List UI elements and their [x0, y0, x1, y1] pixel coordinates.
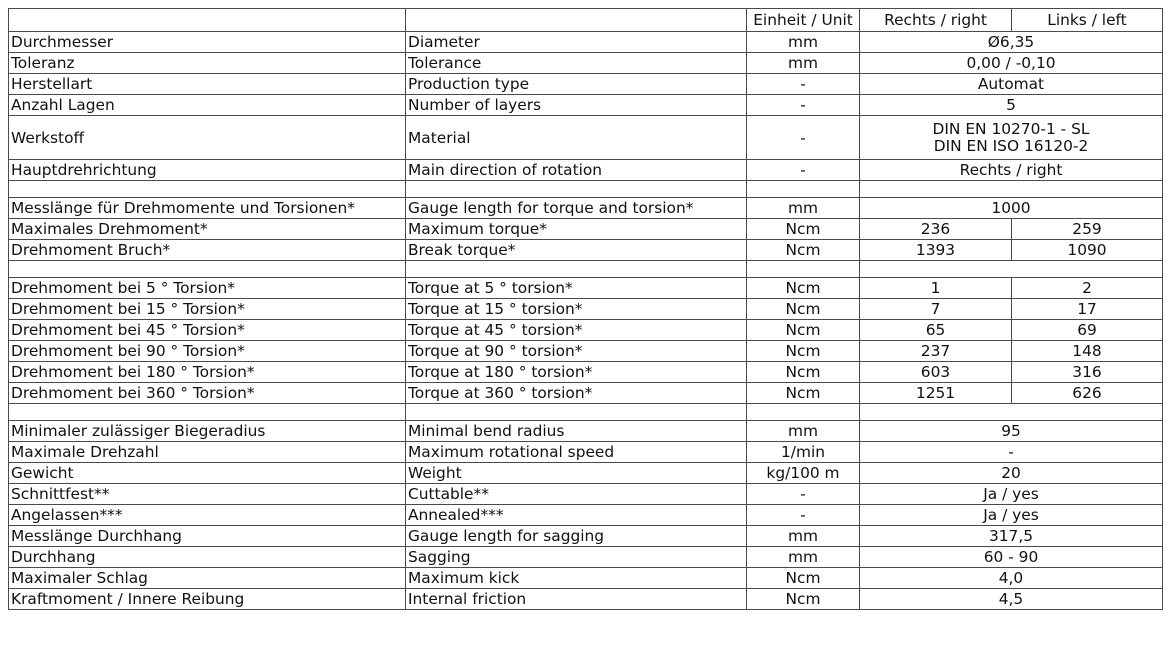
header-unit: Einheit / Unit — [747, 9, 860, 32]
header-left: Links / left — [1012, 9, 1163, 32]
value-left: 1090 — [1012, 240, 1163, 261]
value-right: 7 — [860, 299, 1012, 320]
label-en: Torque at 15 ° torsion* — [406, 299, 747, 320]
label-de: Hauptdrehrichtung — [9, 160, 406, 181]
label-en: Torque at 180 ° torsion* — [406, 362, 747, 383]
table-row — [9, 74, 1163, 95]
unit-cell: Ncm — [747, 568, 860, 589]
label-en: Cuttable** — [406, 484, 747, 505]
value-cell: - — [860, 442, 1163, 463]
label-de: Drehmoment bei 5 ° Torsion* — [9, 278, 406, 299]
label-de: Maximale Drehzahl — [9, 442, 406, 463]
unit-cell: Ncm — [747, 341, 860, 362]
label-en: Gauge length for sagging — [406, 526, 747, 547]
label-de: Drehmoment bei 15 ° Torsion* — [9, 299, 406, 320]
label-en: Production type — [406, 74, 747, 95]
label-de: Angelassen*** — [9, 505, 406, 526]
value-line-1: DIN EN 10270-1 - SL — [932, 119, 1090, 138]
label-en: Main direction of rotation — [406, 160, 747, 181]
label-de: Anzahl Lagen — [9, 95, 406, 116]
header-right: Rechts / right — [860, 9, 1012, 32]
unit-cell: kg/100 m — [747, 463, 860, 484]
spacer-cell — [747, 181, 860, 198]
unit-cell: mm — [747, 547, 860, 568]
unit-cell: mm — [747, 32, 860, 53]
table-row — [9, 341, 1163, 362]
value-left: 316 — [1012, 362, 1163, 383]
table-row — [9, 116, 1163, 160]
value-right: 237 — [860, 341, 1012, 362]
label-de: Drehmoment bei 45 ° Torsion* — [9, 320, 406, 341]
spacer-row — [9, 261, 1163, 278]
value-cell: Ja / yes — [860, 505, 1163, 526]
unit-cell: Ncm — [747, 320, 860, 341]
table-row — [9, 484, 1163, 505]
label-de: Werkstoff — [9, 116, 406, 160]
unit-cell: Ncm — [747, 383, 860, 404]
spacer-cell — [406, 181, 747, 198]
value-left: 17 — [1012, 299, 1163, 320]
spacer-cell — [9, 261, 406, 278]
unit-cell: - — [747, 74, 860, 95]
unit-cell: 1/min — [747, 442, 860, 463]
value-right: 236 — [860, 219, 1012, 240]
spacer-cell — [747, 404, 860, 421]
label-de: Drehmoment bei 90 ° Torsion* — [9, 341, 406, 362]
label-en: Annealed*** — [406, 505, 747, 526]
unit-cell: Ncm — [747, 299, 860, 320]
label-en: Number of layers — [406, 95, 747, 116]
value-cell: 4,0 — [860, 568, 1163, 589]
value-cell — [860, 116, 1163, 160]
unit-cell: Ncm — [747, 278, 860, 299]
unit-cell: mm — [747, 421, 860, 442]
label-en: Maximum kick — [406, 568, 747, 589]
label-de: Schnittfest** — [9, 484, 406, 505]
value-right: 1251 — [860, 383, 1012, 404]
table-row — [9, 589, 1163, 610]
header-en — [406, 9, 747, 32]
unit-cell: Ncm — [747, 362, 860, 383]
label-de: Messlänge für Drehmomente und Torsionen* — [9, 198, 406, 219]
header-row — [9, 9, 1163, 32]
value-left: 148 — [1012, 341, 1163, 362]
table-row — [9, 32, 1163, 53]
label-en: Torque at 90 ° torsion* — [406, 341, 747, 362]
table-row — [9, 526, 1163, 547]
label-de: Drehmoment bei 180 ° Torsion* — [9, 362, 406, 383]
value-cell: 1000 — [860, 198, 1163, 219]
label-en: Sagging — [406, 547, 747, 568]
spacer-cell — [406, 404, 747, 421]
table-row — [9, 362, 1163, 383]
header-de — [9, 9, 406, 32]
table-row — [9, 53, 1163, 74]
spacer-cell — [860, 181, 1163, 198]
value-cell: Rechts / right — [860, 160, 1163, 181]
value-right: 1393 — [860, 240, 1012, 261]
table-row — [9, 505, 1163, 526]
value-cell: 60 - 90 — [860, 547, 1163, 568]
table-row — [9, 383, 1163, 404]
unit-cell: - — [747, 505, 860, 526]
value-right: 65 — [860, 320, 1012, 341]
value-cell: 5 — [860, 95, 1163, 116]
label-de: Durchmesser — [9, 32, 406, 53]
unit-cell: - — [747, 95, 860, 116]
table-row — [9, 95, 1163, 116]
label-de: Gewicht — [9, 463, 406, 484]
value-right: 1 — [860, 278, 1012, 299]
label-de: Drehmoment Bruch* — [9, 240, 406, 261]
label-de: Maximaler Schlag — [9, 568, 406, 589]
unit-cell: mm — [747, 53, 860, 74]
value-cell: Automat — [860, 74, 1163, 95]
label-en: Maximum torque* — [406, 219, 747, 240]
unit-cell: mm — [747, 198, 860, 219]
table-row — [9, 160, 1163, 181]
value-right: 603 — [860, 362, 1012, 383]
unit-cell: - — [747, 160, 860, 181]
label-en: Torque at 360 ° torsion* — [406, 383, 747, 404]
value-left: 259 — [1012, 219, 1163, 240]
label-en: Diameter — [406, 32, 747, 53]
spacer-cell — [406, 261, 747, 278]
table-row — [9, 278, 1163, 299]
label-de: Herstellart — [9, 74, 406, 95]
label-de: Toleranz — [9, 53, 406, 74]
table-row — [9, 568, 1163, 589]
label-en: Torque at 5 ° torsion* — [406, 278, 747, 299]
value-cell: 317,5 — [860, 526, 1163, 547]
value-cell: 4,5 — [860, 589, 1163, 610]
spacer-cell — [9, 404, 406, 421]
table-row — [9, 442, 1163, 463]
label-de: Drehmoment bei 360 ° Torsion* — [9, 383, 406, 404]
table-row — [9, 240, 1163, 261]
label-en: Weight — [406, 463, 747, 484]
label-en: Material — [406, 116, 747, 160]
table-row — [9, 198, 1163, 219]
spacer-cell — [9, 181, 406, 198]
table-row — [9, 547, 1163, 568]
label-de: Kraftmoment / Innere Reibung — [9, 589, 406, 610]
label-de: Minimaler zulässiger Biegeradius — [9, 421, 406, 442]
label-en: Gauge length for torque and torsion* — [406, 198, 747, 219]
spacer-row — [9, 181, 1163, 198]
label-de: Messlänge Durchhang — [9, 526, 406, 547]
spec-table — [8, 8, 1163, 610]
label-en: Internal friction — [406, 589, 747, 610]
label-en: Maximum rotational speed — [406, 442, 747, 463]
table-row — [9, 219, 1163, 240]
value-cell: Ø6,35 — [860, 32, 1163, 53]
value-cell: 95 — [860, 421, 1163, 442]
table-row — [9, 421, 1163, 442]
unit-cell: Ncm — [747, 589, 860, 610]
spacer-cell — [747, 261, 860, 278]
spacer-cell — [860, 404, 1163, 421]
unit-cell: Ncm — [747, 240, 860, 261]
label-de: Durchhang — [9, 547, 406, 568]
spacer-row — [9, 404, 1163, 421]
table-row — [9, 299, 1163, 320]
value-left: 2 — [1012, 278, 1163, 299]
value-left: 626 — [1012, 383, 1163, 404]
value-cell: Ja / yes — [860, 484, 1163, 505]
label-en: Torque at 45 ° torsion* — [406, 320, 747, 341]
table-row — [9, 320, 1163, 341]
unit-cell: Ncm — [747, 219, 860, 240]
unit-cell: - — [747, 116, 860, 160]
spacer-cell — [860, 261, 1163, 278]
unit-cell: - — [747, 484, 860, 505]
value-cell: 0,00 / -0,10 — [860, 53, 1163, 74]
label-en: Tolerance — [406, 53, 747, 74]
label-de: Maximales Drehmoment* — [9, 219, 406, 240]
label-en: Minimal bend radius — [406, 421, 747, 442]
label-en: Break torque* — [406, 240, 747, 261]
value-cell: 20 — [860, 463, 1163, 484]
unit-cell: mm — [747, 526, 860, 547]
value-left: 69 — [1012, 320, 1163, 341]
value-line-2: DIN EN ISO 16120-2 — [933, 136, 1089, 155]
table-row — [9, 463, 1163, 484]
